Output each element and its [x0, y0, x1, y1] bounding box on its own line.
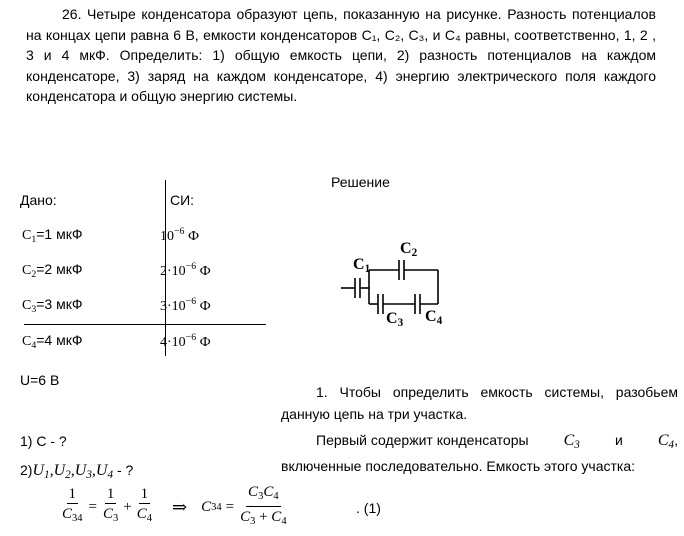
given-c1: $C_1=1$ мкФ: [22, 226, 83, 245]
label-c1: $C_1$: [353, 256, 371, 275]
given-header: Дано:: [20, 192, 57, 208]
question-1: 1) С - ?: [20, 433, 67, 449]
solution-step-2-line1: Первый содержит конденсаторы $C_3$ и $C_4$,: [316, 432, 678, 451]
equation-1-label: . (1): [356, 500, 381, 516]
solution-step-2-line2: включенные последовательно. Емкость этого участка:: [281, 458, 636, 474]
problem-text: 26. Четыре конденсатора образуют цепь, показанную на рисунке. Разность потенциалов на концах цепи равна 6 В, емкости конденсаторов C₁, C₂, C₃, и C₄ равны, соответственно, 1, 2 , 3 и 4 мкФ. Определить: 1) общую емкость цепи, 2) разность потенциалов на каждом конденсаторе, 3) заряд на каждом конденсаторе, 4) энергию электрического поля каждого конденсатора и общую энергию системы.: [26, 6, 656, 104]
si-header: СИ:: [170, 192, 195, 208]
label-c3: $C_3$: [386, 310, 404, 329]
si-c2: $2\cdot 10^{-6}$ Ф: [160, 261, 211, 279]
label-c4: $C_4$: [425, 308, 443, 327]
si-c4: $4\cdot 10^{-6}$ Ф: [160, 332, 211, 350]
frac-1-over-c3: $\frac{1}{C_3}$: [102, 486, 119, 524]
given-c2: $C_2=2$ мкФ: [22, 261, 83, 280]
frac-c3c4-over-sum: $\frac{C_3C_4}{C_3 + C_4}$: [240, 483, 287, 527]
given-c4: $C_4=4$ мкФ: [22, 332, 83, 351]
si-c1: $10^{-6}$ Ф: [160, 226, 199, 244]
table-horizontal-divider: [24, 324, 266, 325]
question-2: $2)U_1,U_2,U_3,U_4$ - ?: [20, 462, 134, 478]
solution-step-1: 1. Чтобы определить емкость системы, разобьем данную цепь на три участка.: [281, 384, 678, 422]
given-c3: $C_3=3$ мкФ: [22, 296, 83, 315]
solution-header: Решение: [331, 174, 390, 190]
frac-1-over-c34: $\frac{1}{C_{34}}$: [62, 486, 83, 524]
si-c3: $3\cdot 10^{-6}$ Ф: [160, 296, 211, 314]
label-c2: $C_2$: [400, 240, 418, 259]
equation-1: $\frac{1}{C_{34}}$ = $\frac{1}{C_3}$ + $\frac{1}{C_4}$ ⇒ C 34 = $\frac{C_3C_4}{C_3 + C_4}$: [60, 484, 289, 530]
given-voltage: U=6 В: [20, 372, 60, 388]
frac-1-over-c4: $\frac{1}{C_4}$: [136, 486, 152, 524]
